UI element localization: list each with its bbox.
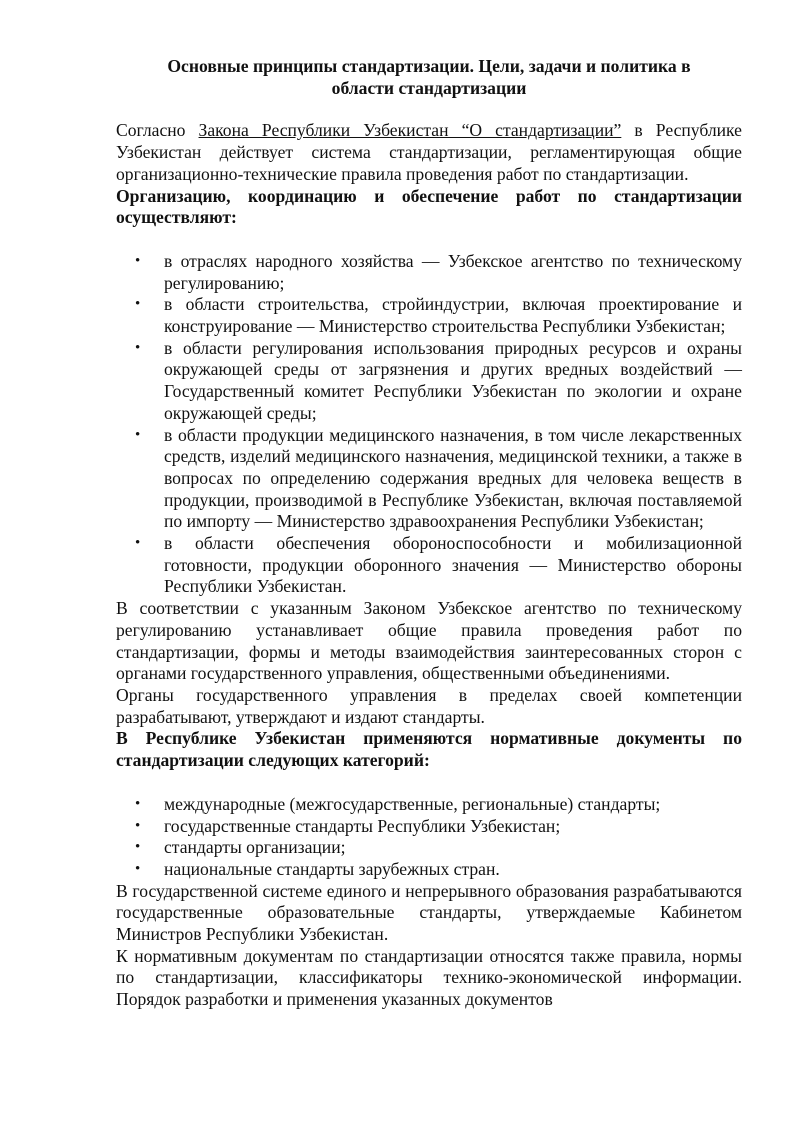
bullet-icon: • [135,296,141,313]
list-item-text: стандарты организации; [164,837,346,858]
list-item [116,425,742,534]
intro-paragraph [116,120,742,185]
document-categories-list [116,794,742,881]
bullet-icon: • [135,535,141,552]
list-item-text: в области обеспечения обороноспособности и мобилизационной готовности, продукции оборонного значения — Министерство обороны Республики Узбекистан. [164,533,742,597]
list-item [116,294,742,337]
title-line-1: Основные принципы стандартизации. Цели, задачи и политика в [167,56,691,76]
intro-text-before: Согласно [116,120,199,141]
list-item [116,859,742,881]
spacer [116,772,742,794]
list-item [116,794,742,816]
list-item-text: в области продукции медицинского назначения, в том числе лекарственных средств, изделий медицинского назначения, медицинской техники, а также в вопросах по определению содержания вредных для человека веществ в продукции, производимой в Республике Узбекистан, включая поставляемой по импорту — Министерство здравоохранения Республики Узбекистан; [164,424,742,532]
paragraph-education-standards: В государственной системе единого и непрерывного образования разрабатываются государственные образовательные стандарты, утверждаемые Кабинетом Министров Республики Узбекистан. [116,880,742,945]
title-line-2: области стандартизации [331,77,527,98]
paragraph-normative-documents: К нормативным документам по стандартизации относятся также правила, нормы по стандартизации, классификаторы технико-экономической информации. Порядок разработки и применения указанных документов [116,945,742,1010]
list-item-text: в области регулирования использования природных ресурсов и охраны окружающей среды от загрязнения и других вредных воздействий — Государственный комитет Республики Узбекистан по экологии и охране окружающей среды; [164,337,742,423]
bullet-icon: • [135,795,141,812]
section2-heading: В Республике Узбекистан применяются нормативные документы по стандартизации следующих категорий: [116,728,742,771]
paragraph-agency-rules: В соответствии с указанным Законом Узбекское агентство по техническому регулированию устанавливает общие правила проведения работ по стандартизации, формы и методы взаимодействия заинтересованных сторон с органами государственного управления, общественными объединениями. [116,598,742,684]
list-item-text: в отраслях народного хозяйства — Узбекское агентство по техническому регулированию; [164,250,742,293]
paragraph-government-bodies: Органы государственного управления в пределах своей компетенции разрабатывают, утверждают и издают стандарты. [116,684,742,727]
bullet-icon: • [135,252,141,269]
spacer [116,229,742,251]
list-item [116,816,742,838]
bullet-icon: • [135,860,141,877]
bullet-icon: • [135,339,141,356]
list-item-text: национальные стандарты зарубежных стран. [164,858,500,879]
law-link[interactable]: Закона Республики Узбекистан “О стандартизации” [198,120,622,141]
bullet-icon: • [135,817,141,834]
section1-heading: Организацию, координацию и обеспечение работ по стандартизации осуществляют: [116,185,742,228]
list-item [116,533,742,598]
list-item [116,338,742,425]
authorities-list [116,251,742,598]
list-item-text: государственные стандарты Республики Узбекистан; [164,815,561,836]
list-item [116,251,742,294]
list-item [116,837,742,859]
list-item-text: международные (межгосударственные, региональные) стандарты; [164,793,661,814]
page-title [116,56,742,99]
bullet-icon: • [135,839,141,856]
bullet-icon: • [135,426,141,443]
list-item-text: в области строительства, стройиндустрии, включая проектирование и конструирование — Министерство строительства Республики Узбекистан; [164,294,742,337]
intro-text-after: в Республике Узбекистан действует система стандартизации, регламентирующая общие организационно-технические правила проведения работ по стандартизации. [116,120,742,184]
